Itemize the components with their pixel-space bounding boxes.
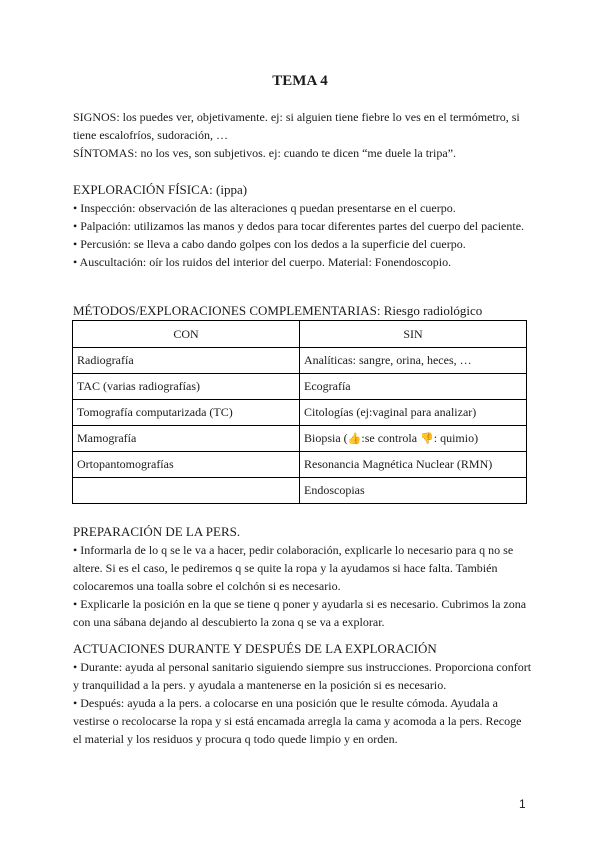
list-item: • Después: ayuda a la pers. a colocarse en una posición que le resulte cómoda. Ayudala a vestirse o recolocarse la ropa y si está encamada arregla la cama y acomoda a la pers. Recoge el material y los residuos y procura q todo quede limpio y en orden. [73,696,522,746]
table-row [73,400,527,426]
cell-sin: Citologías (ej:vaginal para analizar) [300,400,527,426]
cell-sin: Ecografía [300,374,527,400]
preparacion-section [73,523,533,631]
metodos-heading-block [73,302,533,320]
page-number: 1 [519,797,526,811]
cell-con: Ortopantomografías [73,452,300,478]
cell-sin: Analíticas: sangre, orina, heces, … [300,348,527,374]
exploracion-section [73,181,533,271]
biopsia-text-mid: :se controla [361,431,421,445]
list-item: • Durante: ayuda al personal sanitario siguiendo siempre sus instrucciones. Proporciona confort y tranquilidad a la pers. y ayudala a mantenerse en la posición si es necesario. [73,660,532,692]
thumbs-up-icon: 👍 [347,433,362,445]
list-item: • Inspección: observación de las alteraciones q puedan presentarse en el cuerpo. [73,201,456,215]
list-item: • Explicarle la posición en la que se tiene q poner y ayudarla si es necesario. Cubrimos la zona con una sábana dejando al descubierto la zona q se va a explorar. [73,597,527,629]
list-item: • Palpación: utilizamos las manos y dedos para tocar diferentes partes del cuerpo del paciente. [73,219,525,233]
list-item: • Percusión: se lleva a cabo dando golpes con los dedos a la superficie del cuerpo. [73,237,466,251]
table-row [73,452,527,478]
table-row [73,426,527,452]
cell-sin [300,426,527,452]
column-header-con: CON [73,321,300,348]
biopsia-text-pre: Biopsia ( [304,431,348,445]
exploracion-heading: EXPLORACIÓN FÍSICA: (ippa) [73,182,248,197]
signos-paragraph: SIGNOS: los puedes ver, objetivamente. ej: si alguien tiene fiebre lo ves en el termómetro, si tiene escalofríos, sudoración, … [73,110,520,142]
cell-con: Tomografía computarizada (TC) [73,400,300,426]
biopsia-text-post: : quimio) [433,431,479,445]
table-row [73,478,527,504]
metodos-heading: MÉTODOS/EXPLORACIONES COMPLEMENTARIAS: Riesgo radiológico [73,303,483,318]
list-item: • Auscultación: oír los ruidos del interior del cuerpo. Material: Fonendoscopio. [73,255,452,269]
actuaciones-heading: ACTUACIONES DURANTE Y DESPUÉS DE LA EXPLORACIÓN [73,641,437,656]
page-title: TEMA 4 [272,73,328,89]
cell-sin: Resonancia Magnética Nuclear (RMN) [300,452,527,478]
thumbs-down-icon: 👎 [420,433,434,445]
preparacion-heading: PREPARACIÓN DE LA PERS. [73,524,241,539]
cell-con: TAC (varias radiografías) [73,374,300,400]
actuaciones-section [73,640,533,748]
cell-con [73,478,300,504]
sintomas-paragraph: SÍNTOMAS: no los ves, son subjetivos. ej: cuando te dicen “me duele la tripa”. [73,146,457,160]
table-header-row [73,321,527,348]
column-header-sin: SIN [300,321,527,348]
cell-sin: Endoscopias [300,478,527,504]
table-row [73,348,527,374]
intro-section [73,108,533,162]
exploraciones-table [72,320,527,504]
cell-con: Mamografía [73,426,300,452]
table-row [73,374,527,400]
cell-con: Radiografía [73,348,300,374]
list-item: • Informarla de lo q se le va a hacer, pedir colaboración, explicarle lo necesario para q no se altere. Si es el caso, le pediremos q se quite la ropa y la ayudamos si hace falta. También colocaremos una toalla sobre el colchón si es necesario. [73,543,514,593]
